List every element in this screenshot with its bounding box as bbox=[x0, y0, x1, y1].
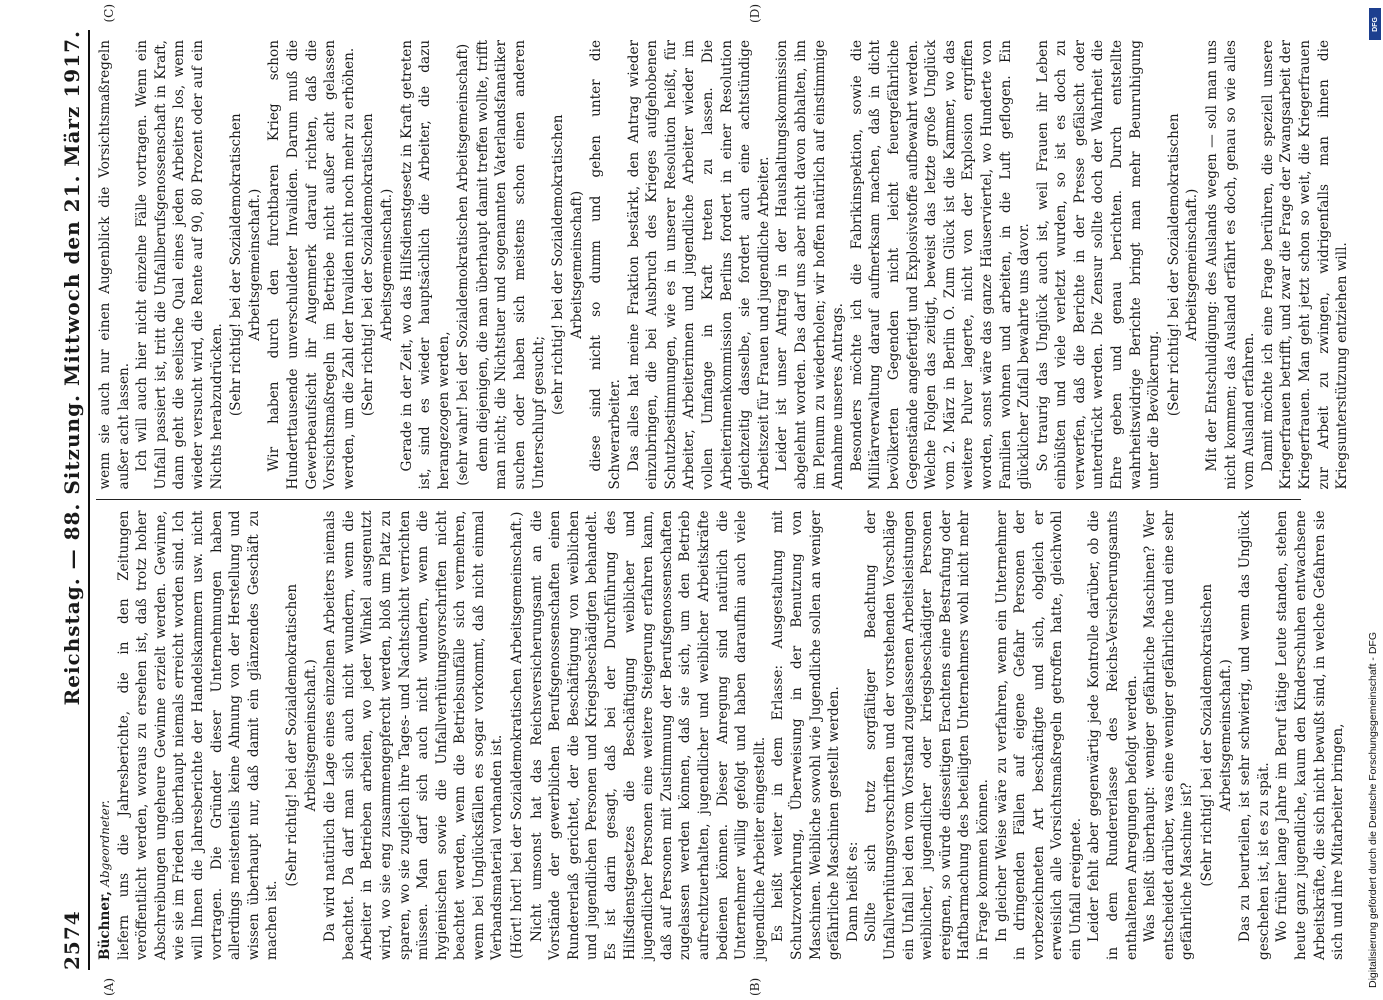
paragraph: Mit der Entschuldigung: des Auslands wegen — soll man uns nicht kommen; das Ausland erfährt es doch, genau so wie alles vom Ausland erfahren. bbox=[1204, 40, 1258, 490]
interjection: (Sehr richtig! bei der Sozialdemokratischen Arbeitsgemeinschaft.) bbox=[1199, 583, 1234, 887]
dfg-logo bbox=[1369, 8, 1381, 40]
page-header bbox=[60, 30, 90, 970]
paragraph: Wir haben durch den furchtbaren Krieg schon Hunderttausende unverschuldeter Invaliden. Darum muß die Gewerbeaufsicht ihr Augenmerk darauf richten, daß die Vorsichtsmaßregeln im Betriebe nicht außer acht gelassen werden, um die Zahl der Invaliden nicht noch mehr zu erhöhen. bbox=[266, 40, 357, 490]
paragraph: diese sind nicht so dumm und gehen unter die Schwerarbeiter. bbox=[588, 40, 624, 490]
paragraph: Wo früher lange Jahre im Beruf tätige Leute standen, stehen heute ganz jugendliche, kaum den Kinderschuhen entwachsene Arbeitskräfte, die sich nicht bewußt sind, in welche Gefahren sie sich und ihre Mitarbeiter bringen, bbox=[1274, 510, 1347, 960]
margin-marker-b: (B) bbox=[748, 977, 762, 996]
dfg-logo-text: DFG bbox=[1371, 16, 1379, 32]
paragraph: Nicht umsonst hat das Reichsversicherungsamt an die Vorstände der gewerblichen Berufsgenossenschaften einen Rundererlaß gerichtet, der die Beschäftigung von weiblichen und jugendlichen Personen und Kriegsbeschädigten behandelt. Es ist darin gesagt, daß bei der Durchführung des Hilfsdienstgesetzes die Beschäftigung weiblicher und jugendlicher Personen eine weitere Steigerung erfahren kann, daß auf Personen mit Zustimmung der Berufsgenossenschaften zugelassen werden können, daß sie sich, um den Betrieb aufrechtzuerhalten, jugendlicher und weiblicher Arbeitskräfte bedienen können. Dieser Anregung sind natürlich die Unternehmer willig gefolgt und haben daraufhin auch viele jugendliche Arbeiter eingestellt. bbox=[528, 510, 768, 960]
document-page bbox=[52, 0, 1351, 1000]
paragraph: Das alles hat meine Fraktion bestärkt, den Antrag wieder einzubringen, die bei Ausbruch des Krieges aufgehobenen Schutzbestimmungen, wie es in unserer Resolution heißt, für Arbeiter, Arbeiterinnen und jugendliche Arbeiter wieder im vollen Umfange in Kraft treten zu lassen. Die Arbeiterinnenkommission Berlins fordert in einer Resolution gleichzeitig dasselbe, sie fordert auch eine achtstündige Arbeitszeit für Frauen und jugendliche Arbeiter. bbox=[625, 40, 772, 490]
credit-text: Digitalisierung gefördert durch die Deutsche Forschungsgemeinschaft - DFG bbox=[1367, 631, 1379, 988]
right-column bbox=[96, 4, 1351, 501]
interjection: (Sehr richtig! bei der Sozialdemokratischen Arbeitsgemeinschaft.) bbox=[360, 113, 395, 417]
interjection: (sehr richtig! bei der Sozialdemokratischen Arbeitsgemeinschaft) bbox=[550, 114, 585, 415]
margin-marker-d: (D) bbox=[748, 4, 762, 23]
right-column-paragraphs bbox=[96, 40, 1352, 490]
paragraph: Was heißt überhaupt: weniger gefährliche Maschinen? Wer entscheidet darüber, was eine weniger gefährliche und eine sehr gefährliche Maschine ist? bbox=[1142, 510, 1196, 960]
left-column bbox=[96, 501, 1347, 996]
paragraph: Dann heißt es: bbox=[844, 841, 861, 942]
page-number: 2574 bbox=[60, 910, 84, 970]
interjection: (sehr wahr! bei der Sozialdemokratischen Arbeitsgemeinschaft) bbox=[455, 43, 472, 486]
paragraph: In gleicher Weise wäre zu verfahren, wenn ein Unternehmer in dringenden Fällen auf eigene Gefahr Personen der vorbezeichneten Art beschäftigte und sich, obgleich er erweislich alle Vorsichtsmaßregeln getroffen hatte, gleichwohl ein Unfall ereignete. bbox=[993, 510, 1084, 960]
paragraph: Damit möchte ich eine Frage berühren, die speziell unsere Kriegerfrauen betrifft, und zwar die Frage der Zwangsarbeit der Kriegerfrauen. Man geht jetzt schon so weit, die Kriegerfrauen zur Arbeit zu zwingen, widrigenfalls man ihnen die Kriegsunterstützung entziehen will. bbox=[1259, 40, 1351, 490]
speaker-role: Abgeordneter. bbox=[98, 799, 112, 887]
speaker-line bbox=[96, 511, 115, 961]
paragraph: Da wird natürlich die Lage eines einzelnen Arbeiters niemals beachtet. Da darf man sich auch nicht wundern, wenn die Arbeiter in Betrieben arbeiten, wo jeder Winkel ausgenutzt wird, wo sie eng zusammengepfercht werden, bloß um Platz zu sparen, wo sie zugleich ihre Tages- und Nachtschicht verrichten müssen. Man darf sich auch nicht wundern, wenn die hygienischen sowie die Unfallverhütungsvorschriften nicht beachtet werden, wenn die Betriebsunfälle sich vermehren, wenn bei Unglücksfällen es sogar vorkommt, daß nicht einmal Verbandsmaterial vorhanden ist. bbox=[322, 510, 506, 960]
left-column-paragraphs bbox=[115, 511, 1348, 961]
interjection: (Sehr richtig! bei der Sozialdemokratischen Arbeitsgemeinschaft.) bbox=[283, 583, 319, 887]
page-title: Reichstag. — 88. Sitzung. Mittwoch den 21. März 1917. bbox=[60, 30, 84, 706]
margin-marker-c: (C) bbox=[102, 4, 116, 23]
paragraph: Ich will auch hier nicht einzelne Fälle vortragen. Wenn ein Unfall passiert ist, tritt die Unfallberufsgenossenschaft in Kraft, dann geht die seelische Qual eines jeden Arbeiters los, wenn wieder versucht wird, die Rente auf 90, 80 Prozent oder auf ein Nichts herabzudrücken. bbox=[134, 40, 225, 490]
paragraph: Besonders möchte ich die Fabrikinspektion, sowie die Militärverwaltung darauf aufmerksam machen, daß in dicht bevölkerten Gegenden nicht leicht feuergefährliche Gegenstände angefertigt und Explosivstoffe aufbewahrt werden. Welche Folgen das zeitigt, beweist das letzte große Unglück vom 2. März in Berlin O. Zum Glück ist die Kammer, wo das weitere Pulver lagerte, nicht von der Explosion ergriffen worden, sonst wäre das ganze Häuserviertel, wo Hunderte von Familien wohnen und arbeiten, in die Luft geflogen. Ein glücklicher Zufall bewahrte uns davor. bbox=[848, 40, 1033, 490]
paragraph: So traurig das Unglück auch ist, weil Frauen ihr Leben einbüßten und viele verletzt wurden, so ist es doch zu verwerfen, daß die Berichte in der Presse gefälscht oder unterdrückt werden. Die Zensur sollte doch der Wahrheit die Ehre geben und genau berichten. Durch entstellte wahrheitswidrige Berichte bringt man mehr Beunruhigung unter die Bevölkerung. bbox=[1034, 40, 1163, 490]
speaker-name: Büchner, bbox=[97, 891, 113, 960]
text-columns bbox=[96, 4, 1351, 996]
paragraph: Sollte sich trotz sorgfältiger Beachtung der Unfallverhütungsvorschriften und der vorstehenden Vorschläge ein Unfall bei den vom Vorstand zugelassenen Arbeitsleistungen weiblicher, jugendlicher oder kriegsbeschädigter Personen ereignen, so würde diesseitigen Erachtens eine Bestrafung oder Haftbarmachung des beteiligten Unternehmers wohl nicht mehr in Frage kommen können. bbox=[863, 510, 991, 960]
margin-marker-a: (A) bbox=[102, 977, 116, 996]
digitization-credit bbox=[1367, 8, 1381, 988]
interjection: (Hört! hört! bei der Sozialdemokratischen Arbeitsgemeinschaft.) bbox=[509, 511, 526, 959]
interjection: (Sehr richtig! bei der Sozialdemokratischen Arbeitsgemeinschaft.) bbox=[1165, 113, 1201, 417]
paragraph: denn diejenigen, die man überhaupt damit treffen wollte, trifft man nicht; die Nichtstuer und sogenannten Vaterlandsfanatiker suchen oder haben sich meistens schon einen anderen Unterschlupf gesucht; bbox=[474, 40, 547, 490]
interjection: (Sehr richtig! bei der Sozialdemokratischen Arbeitsgemeinschaft.) bbox=[228, 113, 263, 417]
paragraph: Das zu beurteilen, ist sehr schwierig, und wenn das Unglück geschehen ist, ist es zu spät. bbox=[1237, 510, 1272, 960]
paragraph: wenn sie auch nur einen Augenblick die Vorsichtsmaßregeln außer acht lassen. bbox=[97, 40, 132, 490]
paragraph: Leider fehlt aber gegenwärtig jede Kontrolle darüber, ob die in dem Rundererlasse des Reichs-Versicherungsamts enthaltenen Anregungen befolgt werden. bbox=[1086, 510, 1140, 960]
paragraph: liefern uns die Jahresberichte, die in den Zeitungen veröffentlicht werden, woraus zu ersehen ist, daß trotz hoher Abschreibungen ungeheure Gewinne erzielt werden. Gewinne, wie sie im Frieden überhaupt niemals erreicht worden sind. Ich will Ihnen die Jahresberichte der Handelskammern usw. nicht vortragen. Die Gründer dieser Unternehmungen haben allerdings meistenteils keine Ahnung von der Herstellung und wissen überhaupt nur, daß damit ein glänzendes Geschäft zu machen ist. bbox=[115, 510, 281, 960]
paragraph: Es heißt weiter in dem Erlasse: Ausgestaltung mit Schutzvorkehrung, Überweisung in der Benutzung von Maschinen. Weibliche sowohl wie Jugendliche sollen an weniger gefährliche Maschinen gestellt werden. bbox=[770, 510, 843, 960]
paragraph: Leider ist unser Antrag in der Haushaltungskommission abgelehnt worden. Das darf uns aber nicht davon abhalten, ihn im Plenum zu wiederholen; wir hoffen natürlich auf einstimmige Annahme unseres Antrags. bbox=[774, 40, 847, 490]
paragraph: Gerade in der Zeit, wo das Hilfsdienstgesetz in Kraft getreten ist, sind es wieder hauptsächlich die Arbeiter, die dazu herangezogen werden, bbox=[398, 40, 452, 490]
